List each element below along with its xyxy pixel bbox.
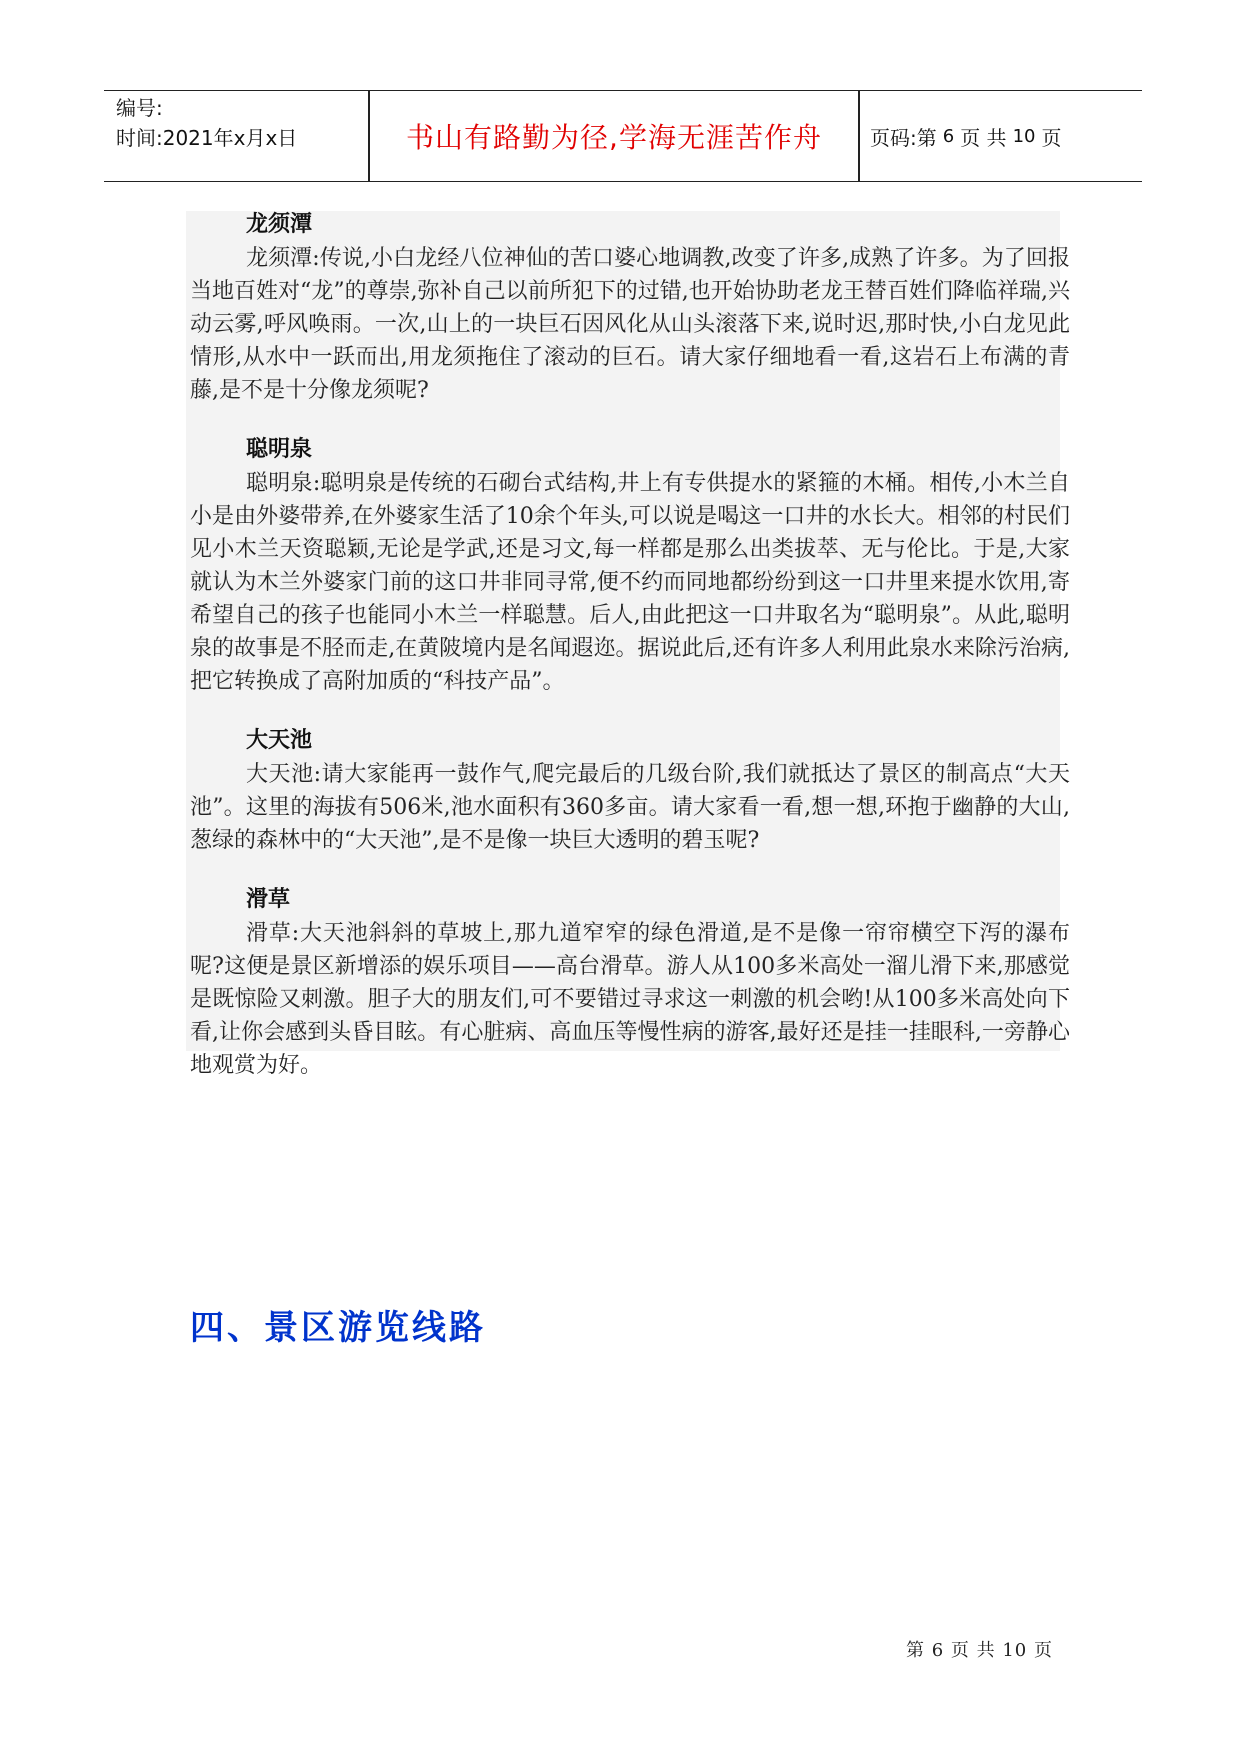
header-motto: 书山有路勤为径,学海无涯苦作舟 <box>406 121 822 154</box>
spacer <box>190 407 1070 433</box>
page-current: 6 <box>942 125 955 147</box>
header-divider <box>858 91 860 181</box>
spacer <box>190 698 1070 724</box>
date-label: 时间:2021年x月x日 <box>116 126 298 150</box>
page-header <box>104 90 1142 182</box>
section-title: 大天池 <box>246 728 313 753</box>
page-suffix: 页 <box>1041 125 1062 150</box>
section-paragraph: 龙须潭:传说,小白龙经八位神仙的苦口婆心地调教,改变了许多,成熟了许多。为了回报当地百姓对“龙”的尊崇,弥补自己以前所犯下的过错,也开始协助老龙王替百姓们降临祥瑞,兴动云雾,呼风唤雨。一次,山上的一块巨石因风化从山头滚落下来,说时迟,那时快,小白龙见此情形,从水中一跃而出,用龙须拖住了滚动的巨石。请大家仔细地看一看,这岩石上布满的青藤,是不是十分像龙须呢? <box>190 246 1070 403</box>
section-title: 龙须潭 <box>246 212 313 237</box>
section-paragraph: 大天池:请大家能再一鼓作气,爬完最后的几级台阶,我们就抵达了景区的制高点“大天池”。这里的海拔有506米,池水面积有360多亩。请大家看一看,想一想,环抱于幽静的大山,葱绿的森林中的“大天池”,是不是像一块巨大透明的碧玉呢? <box>190 762 1070 853</box>
section-paragraph: 聪明泉:聪明泉是传统的石砌台式结构,井上有专供提水的紧箍的木桶。相传,小木兰自小是由外婆带养,在外婆家生活了10余个年头,可以说是喝这一口井的水长大。相邻的村民们见小木兰天资聪颖,无论是学武,还是习文,每一样都是那么出类拔萃、无与伦比。于是,大家就认为木兰外婆家门前的这口井非同寻常,便不约而同地都纷纷到这一口井里来提水饮用,寄希望自己的孩子也能同小木兰一样聪慧。后人,由此把这一口井取名为“聪明泉”。从此,聪明泉的故事是不胫而走,在黄陂境内是名闻遐迩。据说此后,还有许多人利用此泉水来除污治病,把它转换成了高附加质的“科技产品”。 <box>190 471 1070 694</box>
page-prefix: 页码:第 <box>870 125 937 150</box>
page-total: 10 <box>1012 125 1036 147</box>
section-title: 聪明泉 <box>246 437 313 462</box>
page-footer: 第 6 页 共 10 页 <box>906 1640 1053 1661</box>
header-page-info <box>870 91 1061 181</box>
page-mid: 页 共 <box>960 125 1007 150</box>
section-title: 滑草 <box>246 887 291 912</box>
number-label: 编号: <box>116 96 163 120</box>
document-body <box>190 208 1070 1082</box>
spacer <box>190 857 1070 883</box>
chapter-heading: 四、景区游览线路 <box>190 1308 486 1348</box>
section-paragraph: 滑草:大天池斜斜的草坡上,那九道窄窄的绿色滑道,是不是像一帘帘横空下泻的瀑布呢?这便是景区新增添的娱乐项目——高台滑草。游人从100多米高处一溜儿滑下来,那感觉是既惊险又刺激。胆子大的朋友们,可不要错过寻求这一刺激的机会哟!从100多米高处向下看,让你会感到头昏目眩。有心脏病、高血压等慢性病的游客,最好还是挂一挂眼科,一旁静心地观赏为好。 <box>190 921 1070 1078</box>
header-meta <box>116 93 366 153</box>
